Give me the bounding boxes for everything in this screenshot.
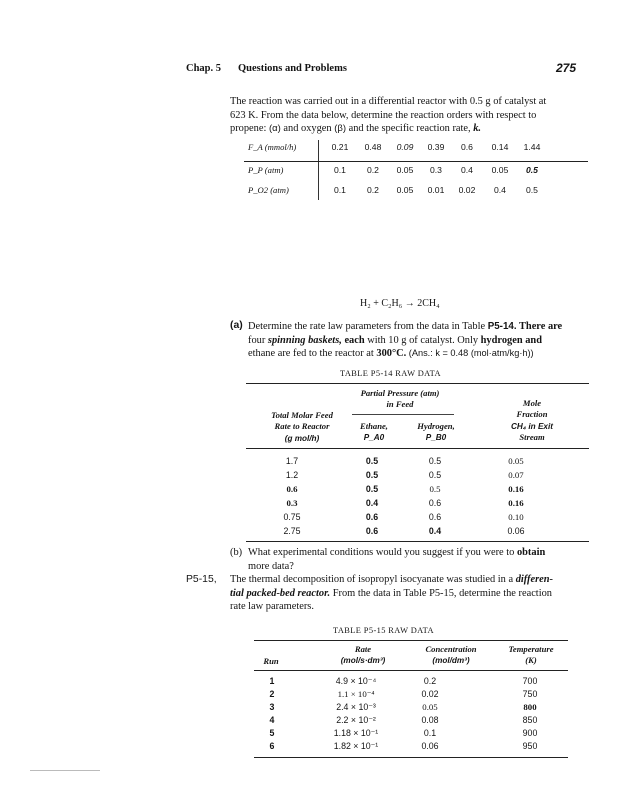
table1-cell: 0.1: [334, 165, 346, 175]
table-cell: 0.5: [365, 456, 379, 466]
table-cell: 0.10: [508, 512, 524, 522]
table1-cell: 0.1: [334, 185, 346, 195]
table-cell: 0.02: [421, 689, 439, 699]
part-a-text: four: [248, 334, 268, 346]
table1-cell: 1.44: [523, 142, 541, 152]
table-cell: 0.4: [365, 498, 379, 508]
chapter-label: Chap. 5: [186, 63, 222, 74]
table-cell: 0.5: [365, 470, 379, 480]
table-cell: 2.75: [283, 526, 301, 536]
header-line: Temperature: [508, 644, 554, 654]
table-cell: 0.05: [508, 456, 524, 466]
table14-col2-header: [344, 421, 404, 444]
table-cell: 0.75: [283, 512, 301, 522]
problem-emph: tial packed-bed reactor.: [230, 587, 331, 599]
table15-header-conc: [408, 644, 494, 667]
table-cell: 0.06: [421, 741, 439, 751]
table14-top-rule: [246, 383, 589, 384]
table1-cell: 0.6: [461, 142, 473, 152]
part-a-text: There are: [516, 321, 563, 332]
header-line: Total Molar Feed: [271, 410, 333, 420]
part-a-line: [248, 334, 592, 348]
table-cell: 0.6: [286, 484, 298, 494]
problem-emph: differen-: [515, 574, 554, 585]
table-cell: 0.16: [508, 498, 524, 508]
table-cell: 0.6: [428, 498, 442, 508]
part-b-paragraph: [248, 546, 588, 573]
table-cell: 2.4 × 10⁻³: [336, 702, 376, 712]
intro-paragraph: [230, 95, 586, 136]
table-cell: 4: [269, 715, 275, 725]
table-cell: 1.1 × 10⁻⁴: [337, 689, 375, 699]
table15-bottom-rule: [254, 757, 568, 758]
table1-rule: [244, 161, 588, 162]
table1-cell: 0.4: [494, 185, 506, 195]
header-line: P_A0: [363, 433, 385, 443]
part-a-text: and: [522, 334, 542, 346]
table1-row-label: F_A (mmol/h): [248, 142, 297, 152]
header-line: Rate to Reactor: [274, 421, 330, 432]
reaction-equation: H₂ + C₂H₆ → 2CH₄: [360, 298, 440, 309]
table-cell: 4.9 × 10⁻⁴: [335, 676, 377, 686]
table1-cell: 0.05: [491, 165, 509, 175]
intro-text: propene:: [230, 123, 267, 135]
table1-cell: 0.39: [427, 142, 445, 152]
header-line: Rate: [354, 644, 372, 654]
part-a-text: Determine the rate law parameters from the data in Table: [248, 321, 488, 332]
part-a-emph: 300°C.: [376, 348, 407, 360]
table14-col1-header: [252, 410, 352, 444]
table-cell: 0.07: [508, 470, 524, 480]
table-cell: 1.2: [285, 470, 299, 480]
table-cell: 0.3: [286, 498, 298, 508]
table-cell: 0.06: [507, 526, 525, 536]
table-cell: 850: [522, 715, 538, 725]
part-a-line: [248, 320, 592, 334]
table14-col4-header: [492, 398, 572, 443]
table-cell: 950: [522, 741, 538, 751]
table1-cell: 0.02: [458, 185, 476, 195]
table-cell: 0.2: [423, 676, 437, 686]
part-a-label: (a): [230, 320, 243, 331]
header-line: (g mol/h): [284, 433, 320, 443]
table-cell: 1: [269, 676, 275, 686]
table15-caption: TABLE P5-15 RAW DATA: [333, 626, 434, 635]
answer-text: (Ans.: k = 0.48 (mol·atm/kg·h)): [406, 348, 534, 359]
table-cell: 1.18 × 10⁻¹: [333, 728, 379, 738]
table-cell: 0.6: [365, 512, 379, 522]
table-cell: 5: [269, 728, 275, 738]
table-cell: 0.1: [423, 728, 437, 738]
header-line: P_B0: [425, 433, 447, 443]
table-cell: 0.05: [422, 702, 438, 712]
table-cell: 0.16: [508, 484, 524, 494]
part-b-label: (b): [230, 547, 243, 558]
header-line: (mol/s·dm³): [340, 656, 386, 666]
table-cell: 0.5: [429, 484, 441, 494]
table1-cell: 0.01: [427, 185, 445, 195]
table-cell: 2: [269, 689, 275, 699]
k-symbol: k.: [473, 123, 482, 135]
table14-group-header: [348, 388, 452, 411]
table1-cell: 0.5: [526, 165, 538, 175]
table15-top-rule: [254, 640, 568, 641]
part-b-text: What experimental conditions would you suggest if you were to: [248, 547, 517, 558]
table15-header-rate: [318, 644, 408, 667]
table14-header-rule: [246, 448, 589, 449]
header-line: CH₄ in Exit: [511, 421, 553, 431]
section-title: Questions and Problems: [238, 63, 347, 74]
table1-cell: 0.5: [526, 185, 538, 195]
part-a-paragraph: [248, 320, 592, 361]
part-b-emph: obtain: [516, 547, 546, 558]
table1-cell: 0.4: [461, 165, 473, 175]
table-cell: 2.2 × 10⁻²: [336, 715, 376, 725]
part-a-emph: hydrogen: [480, 334, 523, 346]
table1-row-label: P_P (atm): [248, 165, 284, 175]
table1-cell: 0.09: [396, 142, 414, 152]
table15-header-temp: [496, 644, 566, 667]
header-line: Stream: [519, 431, 545, 442]
table-cell: 0.08: [421, 715, 439, 725]
part-a-emph: spinning baskets,: [267, 334, 342, 346]
table-cell: 1.82 × 10⁻¹: [333, 741, 379, 751]
table1-cell: 0.05: [396, 185, 414, 195]
part-b-line: [248, 546, 588, 560]
scan-artifact: [30, 770, 100, 771]
table-cell: 0.5: [365, 484, 379, 494]
table1-divider: [318, 140, 319, 200]
table-cell: 900: [522, 728, 538, 738]
table-ref: P5-14.: [487, 321, 517, 332]
table1-cell: 0.2: [367, 185, 379, 195]
group-header-sub: in Feed: [386, 399, 414, 410]
header-line: Fraction: [516, 409, 548, 420]
header-line: (K): [525, 655, 537, 666]
problem-text: The thermal decomposition of isopropyl isocyanate was studied in a: [230, 574, 516, 585]
header-line: (mol/dm³): [432, 656, 470, 666]
part-a-text: with 10 g of catalyst. Only: [364, 334, 481, 346]
table-cell: 0.5: [428, 470, 442, 480]
table15-header-run: Run: [263, 656, 279, 666]
table-cell: 800: [523, 702, 537, 712]
table1-cell: 0.3: [430, 165, 442, 175]
problem-line: [230, 573, 590, 587]
table15-header-rule: [254, 670, 568, 671]
part-b-line: more data?: [248, 560, 294, 572]
table-cell: 0.5: [428, 456, 442, 466]
table1-cell: 0.05: [396, 165, 414, 175]
group-header-text: Partial Pressure (atm): [360, 388, 440, 398]
table-cell: 1.7: [285, 456, 299, 466]
table14-bottom-rule: [246, 541, 589, 542]
beta-symbol: (β): [334, 123, 346, 135]
table-cell: 3: [269, 702, 275, 712]
table1-cell: 0.21: [331, 142, 349, 152]
page-number: 275: [556, 61, 577, 75]
header-line: Mole: [522, 398, 542, 408]
alpha-symbol: (α): [268, 123, 281, 135]
table-cell: 750: [522, 689, 538, 699]
table-cell: 0.6: [428, 512, 442, 522]
table14-group-rule: [352, 414, 454, 415]
table1-cell: 0.14: [491, 142, 509, 152]
intro-text: and the specific reaction rate,: [345, 123, 474, 135]
header-line: Concentration: [425, 644, 477, 654]
part-a-line: [248, 347, 592, 361]
problem-label: P5-15,: [186, 574, 217, 585]
problem-paragraph: [230, 573, 590, 614]
table-cell: 0.4: [428, 526, 442, 536]
header-line: Ethane,: [360, 421, 388, 431]
problem-line: rate law parameters.: [230, 601, 314, 613]
part-a-text: ethane are fed to the reactor at: [248, 348, 377, 360]
problem-line: [230, 587, 590, 601]
problem-text: From the data in Table P5-15, determine the reaction: [330, 587, 552, 599]
table-cell: 700: [522, 676, 538, 686]
intro-text: and oxygen: [280, 123, 335, 135]
intro-line: The reaction was carried out in a differential reactor with 0.5 g of catalyst at: [230, 96, 547, 107]
table14-col3-header: [404, 421, 468, 444]
table-cell: 0.6: [365, 526, 379, 536]
intro-line: 623 K. From the data below, determine the reaction orders with respect to: [230, 109, 537, 121]
table-cell: 6: [269, 741, 275, 751]
part-a-text: each: [341, 334, 365, 346]
table14-caption: TABLE P5-14 RAW DATA: [340, 369, 441, 378]
intro-line: [230, 122, 586, 136]
table1-row-label: P_O2 (atm): [248, 185, 289, 195]
table1-cell: 0.48: [364, 142, 382, 152]
table1-cell: 0.2: [367, 165, 379, 175]
header-line: Hydrogen,: [417, 421, 455, 431]
